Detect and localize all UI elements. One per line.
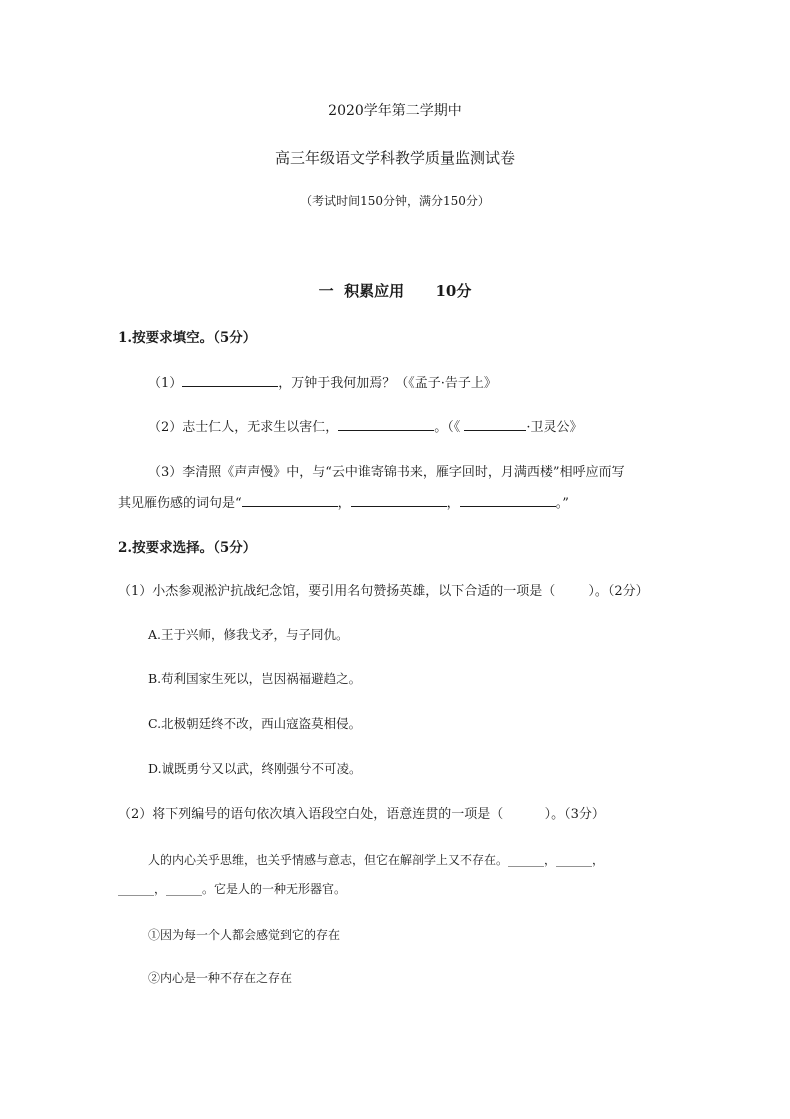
q1-item-1 bbox=[148, 372, 497, 391]
section-heading: 一 积累应用 10分 bbox=[318, 282, 472, 300]
exam-subtitle: 高三年级语文学科教学质量监测试卷 bbox=[274, 149, 515, 167]
q2-sub-2: （2）将下列编号的语句依次填入语段空白处，语意连贯的一项是（ ）。（3分） bbox=[118, 807, 605, 822]
q1-item-1-text: ，万钟于我何加焉？（《孟子·告子上》 bbox=[278, 376, 497, 391]
fill-blank[interactable] bbox=[242, 494, 338, 507]
fill-blank[interactable] bbox=[338, 418, 434, 431]
q1-item-2 bbox=[148, 416, 583, 435]
fill-blank[interactable] bbox=[464, 418, 526, 431]
question-2-heading: 2.按要求选择。（5分） bbox=[118, 540, 257, 556]
option-c[interactable]: C.北极朝廷终不改，西山寇盗莫相侵。 bbox=[148, 716, 362, 731]
exam-time-note: （考试时间150分钟，满分150分） bbox=[300, 194, 490, 208]
q1-item-1-prefix: （1） bbox=[148, 376, 183, 391]
exam-title: 2020学年第二学期中 bbox=[328, 103, 462, 119]
fill-blank[interactable] bbox=[182, 374, 278, 387]
passage-line-2: ______，______。它是人的一种无形器官。 bbox=[118, 882, 347, 896]
q2-sub-1: （1）小杰参观淞沪抗战纪念馆，要引用名句赞扬英雄，以下合适的一项是（ ）。（2分） bbox=[118, 584, 649, 599]
separator: ， bbox=[337, 496, 351, 511]
q1-item-3-prefix: 其见雁伤感的词句是“ bbox=[118, 496, 242, 511]
q1-item-3-line1: （3）李清照《声声慢》中，与“云中谁寄锦书来，雁字回时，月满西楼”相呼应而写 bbox=[148, 465, 625, 480]
option-a[interactable]: A.王于兴师，修我戈矛，与子同仇。 bbox=[148, 627, 349, 642]
passage-line-1: 人的内心关乎思维，也关乎情感与意志，但它在解剖学上又不存在。______，______， bbox=[148, 853, 605, 867]
q1-item-3-end: 。” bbox=[555, 496, 569, 511]
option-d[interactable]: D.诚既勇兮又以武，终刚强兮不可凌。 bbox=[148, 761, 362, 776]
separator: ， bbox=[446, 496, 460, 511]
q1-item-3-line2 bbox=[118, 492, 569, 511]
fill-blank[interactable] bbox=[351, 494, 447, 507]
q1-item-2-suffix: ·卫灵公》 bbox=[526, 420, 583, 435]
sentence-choice-1: ①因为每一个人都会感觉到它的存在 bbox=[148, 928, 341, 942]
option-b[interactable]: B.苟利国家生死以，岂因祸福避趋之。 bbox=[148, 671, 362, 686]
q1-item-2-prefix: （2）志士仁人，无求生以害仁， bbox=[148, 420, 339, 435]
fill-blank[interactable] bbox=[460, 494, 556, 507]
q1-item-2-middle: 。（《 bbox=[434, 420, 465, 435]
sentence-choice-2: ②内心是一种不存在之存在 bbox=[148, 971, 293, 985]
question-1-heading: 1.按要求填空。（5分） bbox=[118, 330, 257, 346]
